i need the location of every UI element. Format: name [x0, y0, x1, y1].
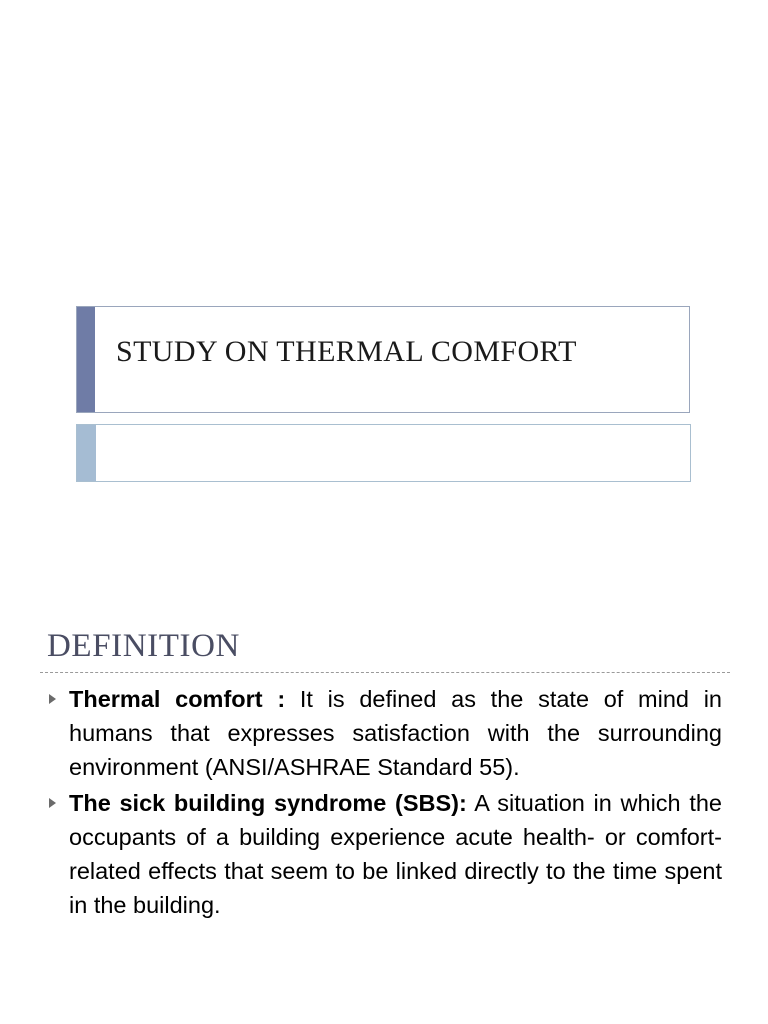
definition-slide	[0, 512, 768, 1024]
definition-heading: DEFINITION	[47, 628, 240, 664]
slide-title: STUDY ON THERMAL COMFORT	[116, 335, 577, 368]
bullet-text: It is defined as the state of mind in humans that expresses satisfaction with the surrounding environment (ANSI/ASHRAE Standard 55).	[69, 686, 722, 780]
bullet-term: The sick building syndrome (SBS):	[69, 790, 467, 816]
title-accent-bar	[77, 307, 95, 412]
subtitle-box	[76, 424, 691, 482]
subtitle-accent-bar	[77, 425, 96, 481]
heading-divider	[40, 672, 730, 673]
definition-bullet-list	[47, 682, 722, 924]
bullet-arrow-icon	[49, 694, 56, 704]
bullet-arrow-icon	[49, 798, 56, 808]
bullet-term: Thermal comfort :	[69, 686, 286, 712]
bullet-item-sick-building-syndrome	[47, 786, 722, 922]
bullet-item-thermal-comfort	[47, 682, 722, 784]
bullet-text: A situation in which the occupants of a building experience acute health- or comfort-related effects that seem to be linked directly to the time spent in the building.	[69, 790, 722, 918]
title-box	[76, 306, 690, 413]
